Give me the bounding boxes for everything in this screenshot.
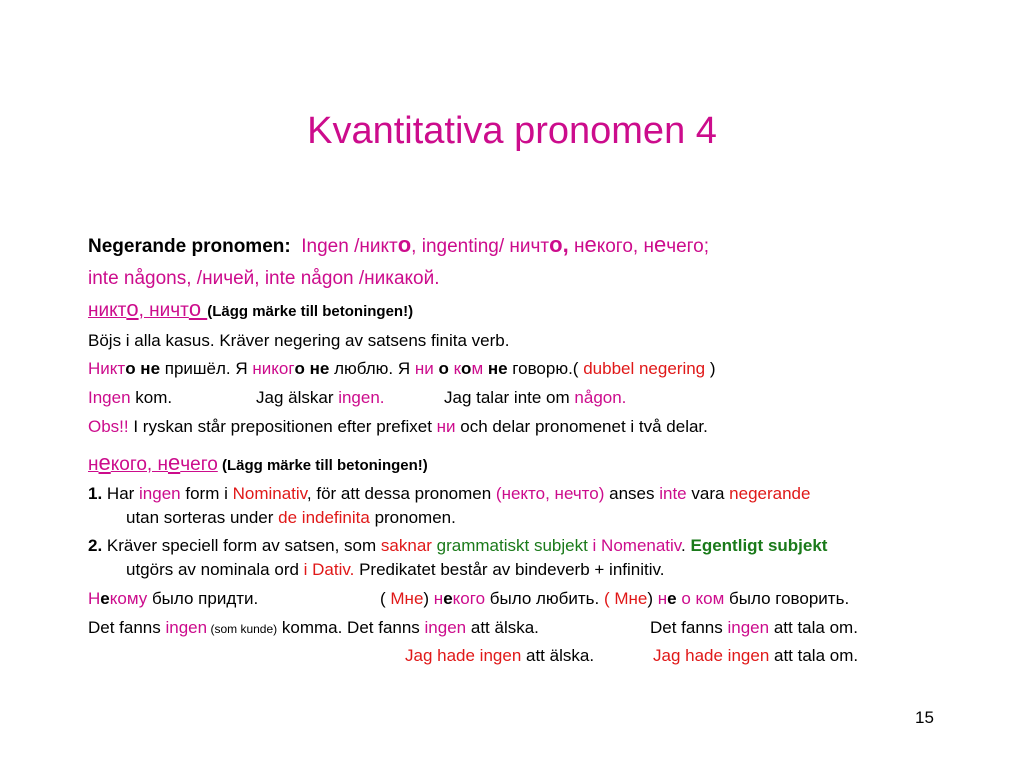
text-segment: [256, 387, 385, 409]
line-det-fanns: [88, 617, 858, 640]
text-segment: [653, 645, 858, 667]
text-segment: люблю. Я: [329, 359, 415, 378]
text-segment: att tala om.: [769, 618, 858, 637]
text-segment: е: [443, 589, 453, 608]
text-segment: att älska.: [521, 646, 595, 665]
text-segment: 2.: [88, 536, 103, 555]
text-segment: о ком: [676, 589, 725, 608]
text-segment: , för att dessa pronomen: [306, 484, 496, 503]
line-point-2-cont: [126, 559, 664, 581]
line-point-2: [88, 535, 827, 557]
text-segment: och delar pronomenet i två delar.: [455, 417, 708, 436]
text-segment: е: [667, 589, 677, 608]
text-segment: м: [471, 359, 484, 378]
text-segment: ): [423, 589, 434, 608]
text-segment: ): [647, 589, 658, 608]
label-negerande: Negerande pronomen:: [88, 236, 291, 257]
line-example-nikto: [88, 358, 716, 380]
line-obs: [88, 416, 708, 438]
text-segment: i Nomenativ: [587, 536, 682, 555]
text-segment: кого: [452, 589, 486, 608]
note-betoningen: (Lägg märke till betoningen!): [207, 303, 414, 320]
text-segment: dubbel negering: [583, 359, 706, 378]
text-segment: [444, 387, 626, 409]
line-inte-nagons: inte någons, /ничей, inte någon /никакой.: [88, 268, 440, 289]
text-segment: Nominativ: [232, 484, 307, 503]
text-segment: Jag älskar: [256, 388, 339, 407]
text-segment: Har: [102, 484, 140, 503]
text-segment: к: [448, 359, 462, 378]
text-segment: ): [705, 359, 716, 378]
text-segment: о: [461, 359, 472, 378]
text-segment: att älska.: [466, 618, 539, 637]
line-negerande-pronomen: [88, 234, 709, 258]
text-segment: Никт: [88, 359, 126, 378]
text-segment: grammatiskt subjekt: [431, 536, 588, 555]
stress-vowel: о: [397, 232, 412, 257]
text-segment: говорю.(: [507, 359, 584, 378]
text-segment: н: [88, 454, 99, 475]
stress-vowel: о,: [549, 232, 569, 257]
text-segment: Jag talar inte om: [444, 388, 575, 407]
line-point-1-cont: [126, 507, 456, 529]
line-nikto-nichto: [88, 298, 413, 323]
text-segment: (некто, нечто): [495, 484, 605, 503]
text-segment: inte: [659, 484, 687, 503]
text-segment: ingen: [139, 484, 181, 503]
text-segment: о: [294, 359, 305, 378]
text-segment: н: [657, 589, 668, 608]
text-segment: е: [100, 589, 110, 608]
text-segment: Мне: [390, 589, 424, 608]
text-segment: ingen: [165, 618, 208, 637]
text-segment: vara: [686, 484, 730, 503]
text-segment: о: [433, 359, 449, 378]
text-segment: , ничт: [138, 300, 189, 321]
text-segment: pronomen.: [369, 508, 456, 527]
text-segment: Det fanns: [88, 618, 166, 637]
text-segment: 1.: [88, 484, 103, 503]
text-segment: Jag hade ingen: [405, 646, 522, 665]
text-segment: [380, 588, 849, 610]
text-segment: saknar: [380, 536, 432, 555]
text-segment: komma. Det fanns: [277, 618, 425, 637]
text-segment: anses: [604, 484, 660, 503]
line-bojs: Böjs i alla kasus. Kräver negering av satsens finita verb.: [88, 331, 510, 350]
text-segment: не: [304, 359, 330, 378]
text-segment: I ryskan står prepositionen efter prefixet: [128, 417, 437, 436]
stress-vowel: е: [167, 450, 181, 475]
page-number: 15: [915, 708, 934, 727]
text-segment: någon.: [574, 388, 627, 407]
text-segment: Jag hade ingen: [653, 646, 770, 665]
line-point-1: [88, 483, 810, 505]
text-segment: kom.: [130, 388, 173, 407]
stress-vowel: е: [98, 450, 111, 475]
text-segment: Н: [88, 589, 101, 608]
text-segment: не: [135, 359, 161, 378]
text-segment: Predikatet består av bindeverb + infinitiv.: [354, 560, 665, 579]
text-segment: form i: [180, 484, 233, 503]
text-segment: (: [380, 589, 391, 608]
text-segment: о: [125, 359, 136, 378]
text-segment: ( Мне: [604, 589, 648, 608]
text-segment: Egentligt subjekt: [690, 536, 828, 555]
text-segment: было любить.: [485, 589, 604, 608]
line-example-nekomu: [88, 588, 850, 610]
text-segment: (som kunde): [207, 622, 278, 636]
slide-title: Kvantitativa pronomen 4: [307, 110, 717, 152]
text-segment: чего: [180, 454, 218, 475]
text-segment: кому: [109, 589, 148, 608]
text-segment: было придти.: [147, 589, 259, 608]
text-segment: utgörs av nominala ord: [126, 560, 304, 579]
text-segment: не: [483, 359, 508, 378]
text-segment: Ingen: [88, 388, 131, 407]
text-segment: н: [568, 236, 585, 257]
text-segment: было говорить.: [724, 589, 850, 608]
text-segment: Kräver speciell form av satsen, som: [102, 536, 381, 555]
line-ingen-kom: [88, 387, 627, 409]
text-segment: att tala om.: [769, 646, 859, 665]
note-betoningen: (Lägg märke till betoningen!): [217, 457, 428, 474]
text-segment: никт: [88, 300, 127, 321]
stress-vowel: е: [653, 232, 667, 257]
text-segment: кого, н: [596, 236, 654, 257]
text-segment: ingen: [424, 618, 467, 637]
text-segment: ни: [414, 359, 434, 378]
text-segment: н: [433, 589, 444, 608]
text-segment: ни: [436, 417, 456, 436]
text-segment: i Dativ.: [303, 560, 355, 579]
stress-vowel: е: [584, 232, 597, 257]
line-nekogo-nechego: [88, 452, 428, 477]
text-segment: , ingenting/ ничт: [411, 236, 550, 257]
text-segment: Ingen /никт: [301, 236, 398, 257]
stress-vowel: о: [126, 296, 139, 321]
text-segment: никог: [252, 359, 295, 378]
text-segment: кого, н: [110, 454, 168, 475]
text-segment: пришёл. Я: [160, 359, 253, 378]
text-segment: Det fanns: [650, 618, 728, 637]
line-jag-hade: [405, 645, 859, 667]
text-segment: utan sorteras under: [126, 508, 279, 527]
text-segment: de indefinita: [278, 508, 370, 527]
text-segment: чего;: [666, 236, 710, 257]
text-segment: ingen: [727, 618, 770, 637]
text-segment: [650, 617, 858, 639]
stress-vowel: о: [188, 296, 208, 321]
text-segment: negerande: [729, 484, 811, 503]
text-segment: ingen.: [338, 388, 385, 407]
text-segment: Obs!!: [88, 417, 129, 436]
text-segment: .: [681, 536, 691, 555]
